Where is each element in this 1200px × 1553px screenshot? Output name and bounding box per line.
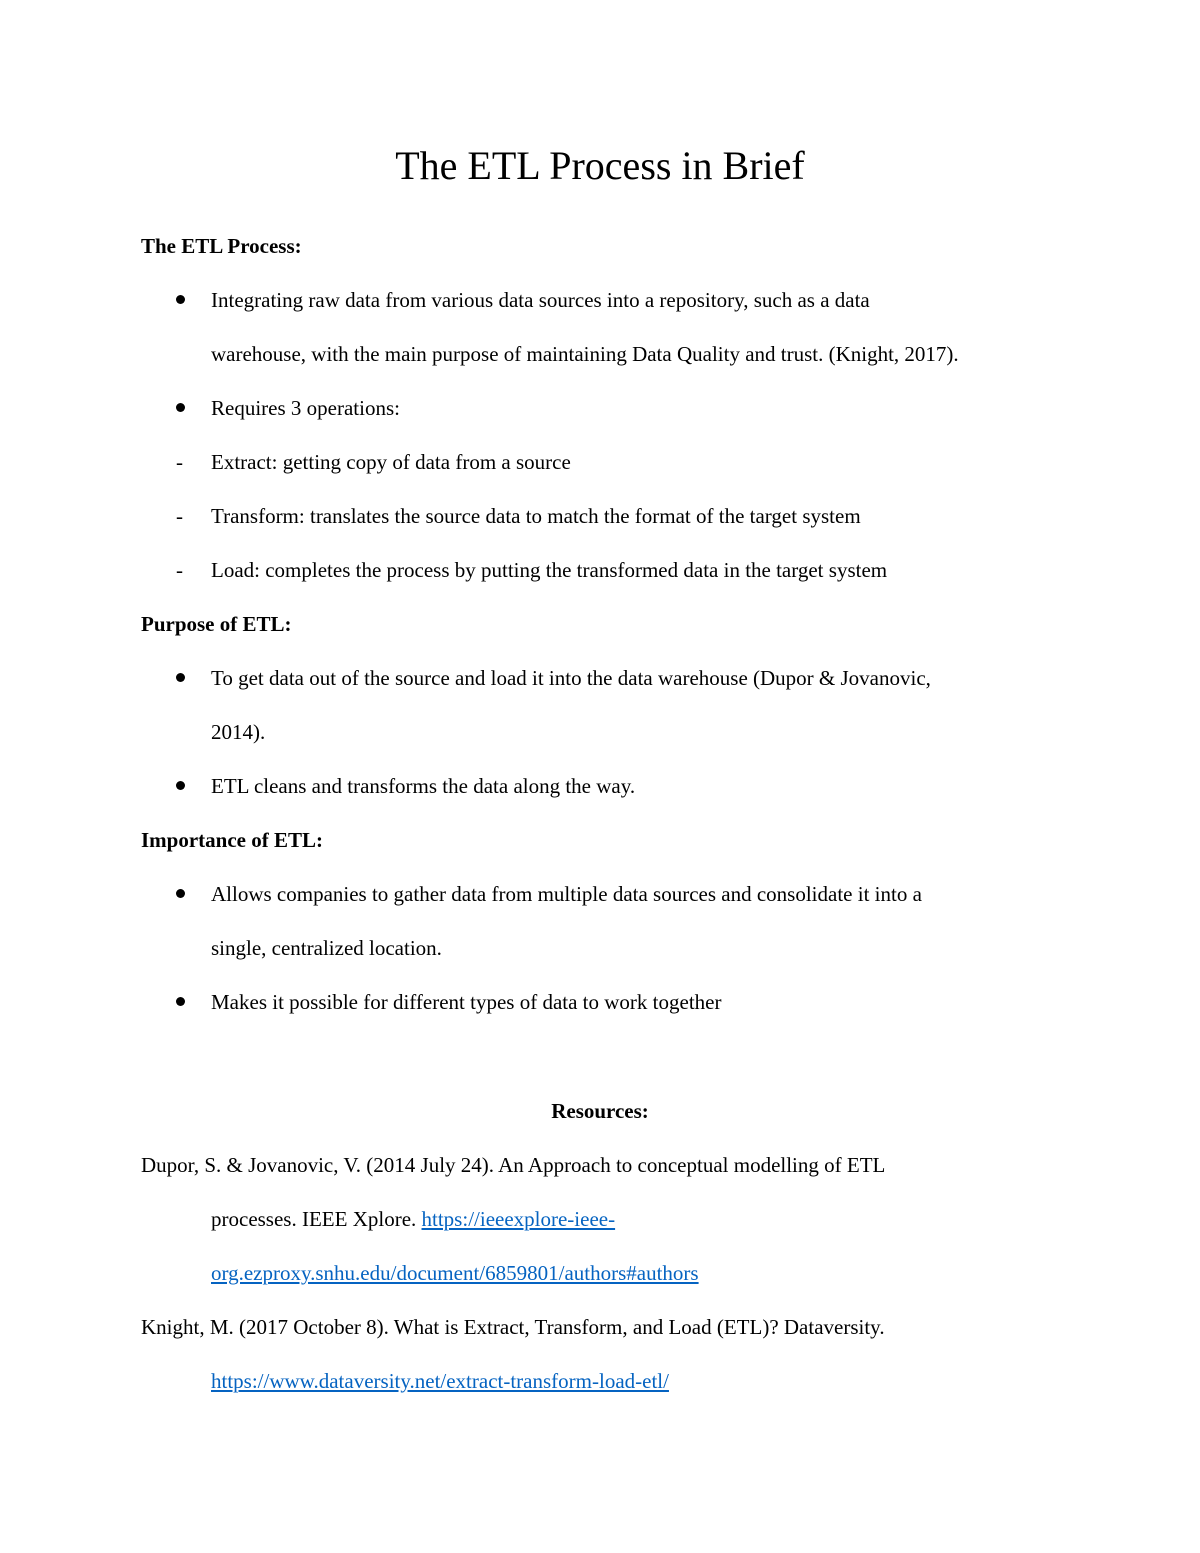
bullet-icon — [176, 781, 185, 790]
resources-heading: Resources: — [551, 1099, 649, 1123]
reference-1-line-2 — [211, 1205, 615, 1233]
purpose-bullet-1-line-2: 2014). — [211, 720, 266, 744]
reference-1-source: processes. IEEE Xplore. — [211, 1207, 422, 1231]
importance-bullet-1-line-1: Allows companies to gather data from multiple data sources and consolidate it into a — [211, 882, 922, 906]
section-heading-etl-process: The ETL Process: — [141, 234, 302, 258]
section-heading-importance: Importance of ETL: — [141, 828, 323, 852]
bullet-icon — [176, 889, 185, 898]
reference-1-line-1: Dupor, S. & Jovanovic, V. (2014 July 24). An Approach to conceptual modelling of ETL — [141, 1153, 886, 1177]
bullet-icon — [176, 673, 185, 682]
dash-marker: - — [176, 504, 183, 528]
bullet-icon — [176, 403, 185, 412]
document-title: The ETL Process in Brief — [395, 143, 805, 188]
importance-bullet-1-line-2: single, centralized location. — [211, 936, 442, 960]
dash-marker: - — [176, 450, 183, 474]
operation-extract: Extract: getting copy of data from a source — [211, 450, 571, 474]
etl-process-bullet-1-line-2: warehouse, with the main purpose of maintaining Data Quality and trust. (Knight, 2017). — [211, 342, 959, 366]
operation-load: Load: completes the process by putting the transformed data in the target system — [211, 558, 888, 582]
reference-2-link[interactable]: https://www.dataversity.net/extract-transform-load-etl/ — [211, 1369, 669, 1393]
bullet-icon — [176, 997, 185, 1006]
purpose-bullet-2: ETL cleans and transforms the data along the way. — [211, 774, 636, 798]
section-heading-purpose: Purpose of ETL: — [141, 612, 292, 636]
reference-1-line-3 — [211, 1259, 699, 1287]
reference-2-line-2 — [211, 1367, 669, 1395]
etl-process-bullet-1-line-1: Integrating raw data from various data sources into a repository, such as a data — [211, 288, 870, 312]
purpose-bullet-1-line-1: To get data out of the source and load it into the data warehouse (Dupor & Jovanovic, — [211, 666, 931, 690]
operation-transform: Transform: translates the source data to match the format of the target system — [211, 504, 861, 528]
importance-bullet-2: Makes it possible for different types of data to work together — [211, 990, 722, 1014]
dash-marker: - — [176, 558, 183, 582]
reference-1-link-part-2[interactable]: org.ezproxy.snhu.edu/document/6859801/authors#authors — [211, 1261, 699, 1285]
reference-1-link-part-1[interactable]: https://ieeexplore-ieee- — [421, 1207, 616, 1231]
bullet-icon — [176, 295, 185, 304]
reference-2-line-1: Knight, M. (2017 October 8). What is Extract, Transform, and Load (ETL)? Dataversity. — [141, 1315, 885, 1339]
etl-process-bullet-2: Requires 3 operations: — [211, 396, 400, 420]
